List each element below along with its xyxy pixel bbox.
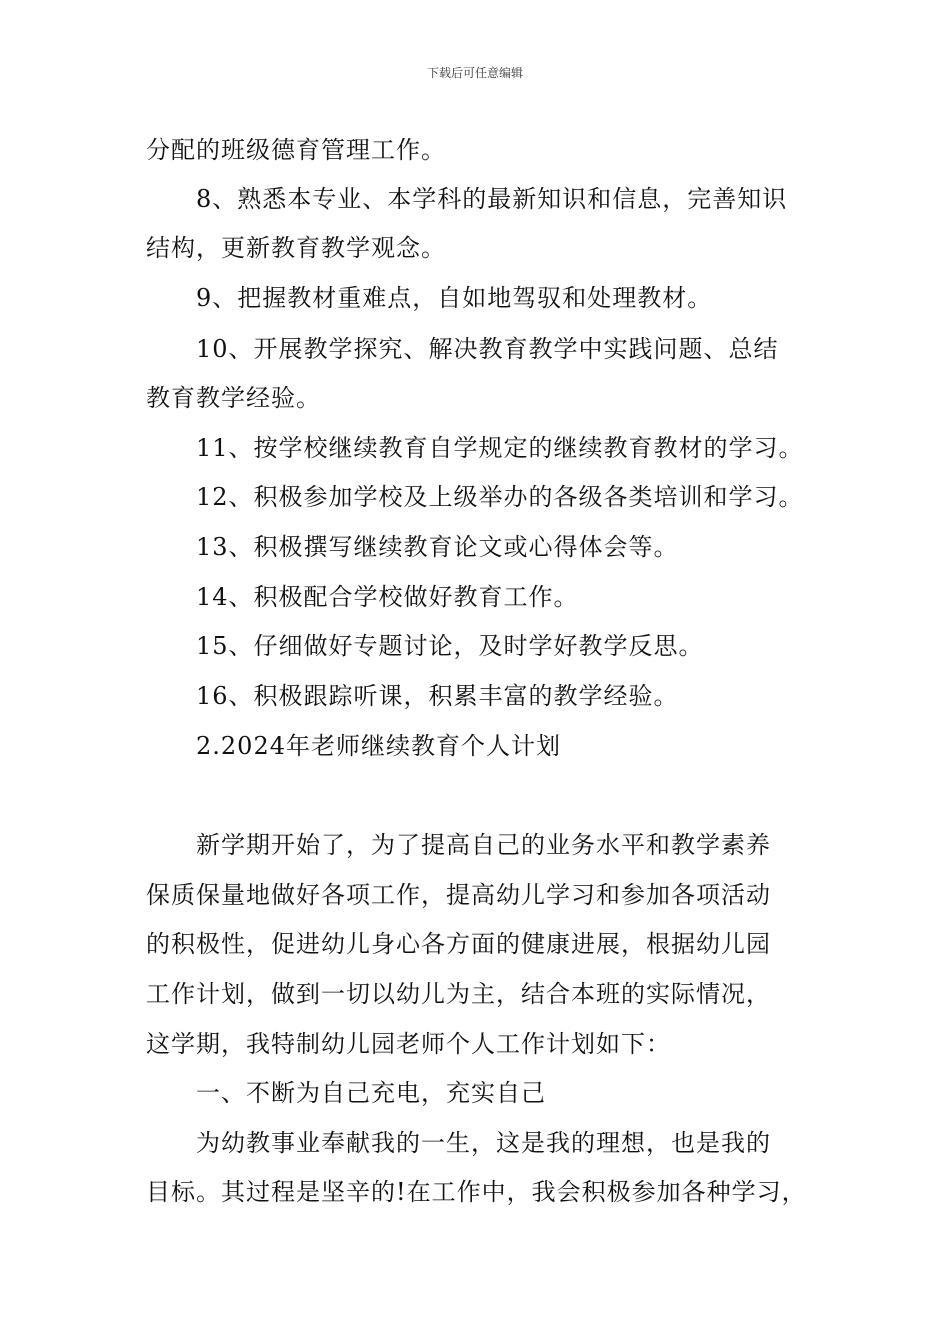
text-line: 14、积极配合学校做好教育工作。 — [196, 583, 579, 611]
text-line: 12、积极参加学校及上级举办的各级各类培训和学习。 — [196, 483, 804, 511]
text-line: 15、仔细做好专题讨论，及时学好教学反思。 — [196, 632, 704, 660]
text-line: 新学期开始了，为了提高自己的业务水平和教学素养 — [196, 831, 771, 859]
subsection-heading: 一、不断为自己充电，充实自己 — [196, 1079, 546, 1107]
text-line: 16、积极跟踪听课，积累丰富的教学经验。 — [196, 682, 679, 710]
page-header: 下载后可任意编辑 — [426, 66, 523, 80]
text-line: 的积极性，促进幼儿身心各方面的健康进展，根据幼儿园 — [146, 930, 771, 958]
text-line: 目标。其过程是坚辛的!在工作中，我会积极参加各种学习， — [146, 1178, 807, 1206]
text-line: 9、把握教材重难点，自如地驾驭和处理教材。 — [196, 284, 713, 312]
text-line: 保质保量地做好各项工作，提高幼儿学习和参加各项活动 — [146, 881, 771, 909]
text-line: 这学期，我特制幼儿园老师个人工作计划如下： — [146, 1030, 671, 1058]
text-line: 11、按学校继续教育自学规定的继续教育教材的学习。 — [196, 434, 804, 462]
text-line: 教育教学经验。 — [146, 384, 321, 412]
text-line: 10、开展教学探究、解决教育教学中实践问题、总结 — [196, 335, 779, 363]
text-line: 结构，更新教育教学观念。 — [146, 234, 446, 262]
text-line: 8、熟悉本专业、本学科的最新知识和信息，完善知识 — [196, 185, 788, 213]
text-line: 13、积极撰写继续教育论文或心得体会等。 — [196, 533, 679, 561]
section-heading: 2.2024年老师继续教育个人计划 — [196, 732, 561, 760]
text-line: 分配的班级德育管理工作。 — [146, 136, 446, 164]
text-line: 为幼教事业奉献我的一生，这是我的理想，也是我的 — [196, 1129, 771, 1157]
text-line: 工作计划，做到一切以幼儿为主，结合本班的实际情况， — [146, 980, 771, 1008]
